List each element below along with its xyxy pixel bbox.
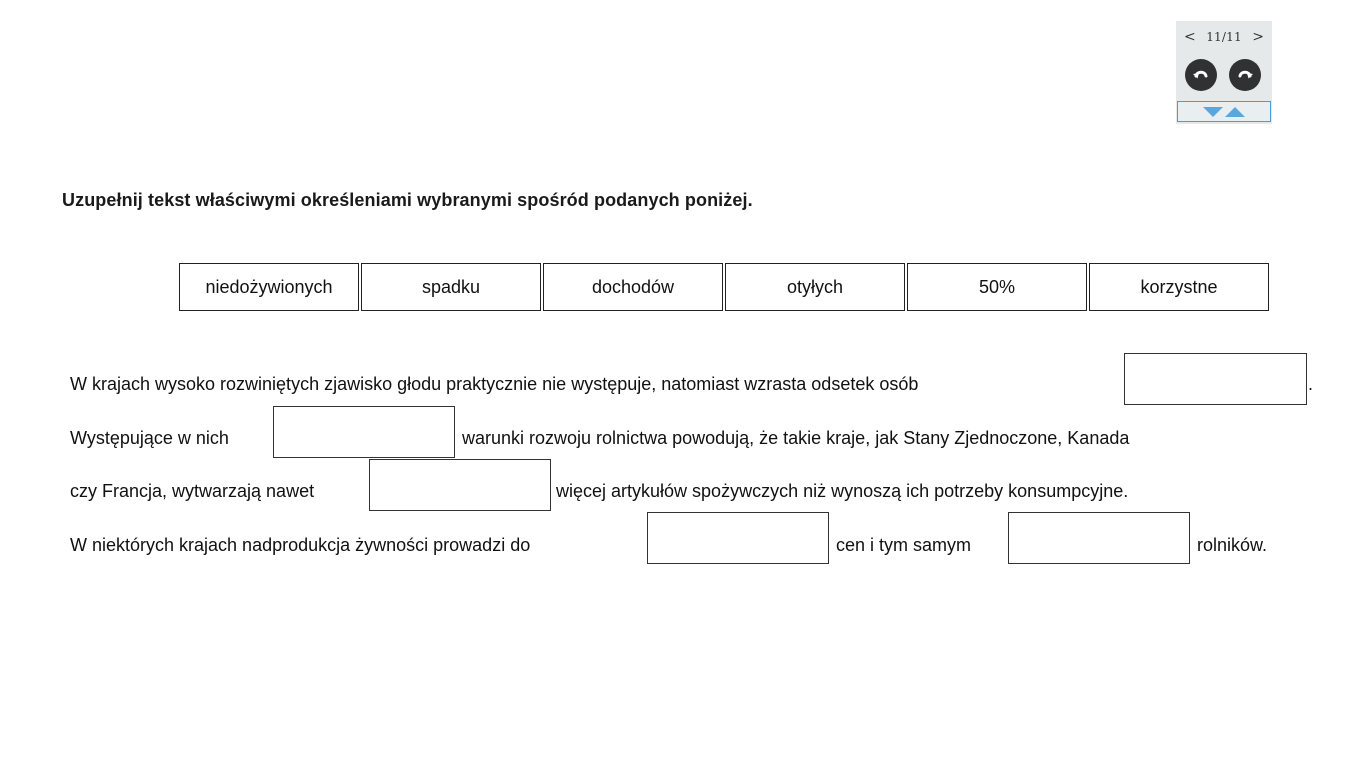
next-page-button[interactable]: >: [1252, 29, 1264, 45]
word-bank: [179, 263, 1269, 311]
passage-line-1-period: .: [1308, 374, 1314, 394]
history-controls: [1176, 59, 1272, 93]
passage-line-2-start: Występujące w nich: [70, 428, 229, 448]
drop-zone-2[interactable]: [273, 406, 455, 458]
word-tile[interactable]: dochodów: [543, 263, 723, 311]
triangle-up-icon: [1225, 107, 1245, 117]
page-navigation-widget: [1176, 21, 1272, 124]
word-tile[interactable]: korzystne: [1089, 263, 1269, 311]
collapse-expand-toggle[interactable]: [1177, 101, 1271, 122]
word-tile[interactable]: niedożywionych: [179, 263, 359, 311]
undo-button[interactable]: [1185, 59, 1217, 91]
drop-zone-4[interactable]: [647, 512, 829, 564]
passage-line-4-start: W niektórych krajach nadprodukcja żywności prowadzi do: [70, 535, 531, 555]
passage-line-4-end: rolników.: [1197, 535, 1268, 555]
word-tile[interactable]: spadku: [361, 263, 541, 311]
drop-zone-1[interactable]: [1124, 353, 1307, 405]
page-navigation-bar: [1176, 27, 1272, 47]
redo-icon: [1235, 65, 1255, 85]
passage-line-2-end: warunki rozwoju rolnictwa powodują, że takie kraje, jak Stany Zjednoczone, Kanada: [462, 428, 1130, 448]
redo-button[interactable]: [1229, 59, 1261, 91]
passage-line-4-middle: cen i tym samym: [836, 535, 972, 555]
undo-icon: [1191, 65, 1211, 85]
passage-line-3-end: więcej artykułów spożywczych niż wynoszą ich potrzeby konsumpcyjne.: [556, 481, 1129, 501]
drop-zone-3[interactable]: [369, 459, 551, 511]
prev-page-button[interactable]: <: [1184, 29, 1196, 45]
passage-line-1: W krajach wysoko rozwiniętych zjawisko głodu praktycznie nie występuje, natomiast wzrasta odsetek osób: [70, 374, 919, 394]
triangle-down-icon: [1203, 107, 1223, 117]
word-tile[interactable]: 50%: [907, 263, 1087, 311]
instruction-text: Uzupełnij tekst właściwymi określeniami wybranymi spośród podanych poniżej.: [62, 190, 753, 210]
word-tile[interactable]: otyłych: [725, 263, 905, 311]
passage-line-3-start: czy Francja, wytwarzają nawet: [70, 481, 315, 501]
drop-zone-5[interactable]: [1008, 512, 1190, 564]
page-counter: 11/11: [1206, 30, 1242, 44]
